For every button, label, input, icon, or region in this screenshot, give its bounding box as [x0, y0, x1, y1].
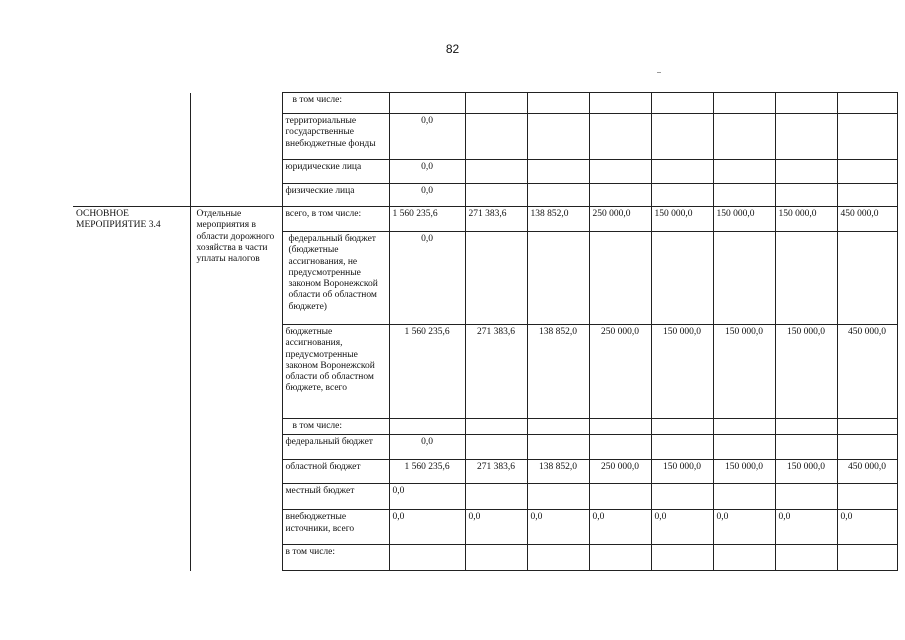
value-cell: 138 852,0: [527, 207, 589, 232]
value-cell: [713, 545, 775, 571]
value-cell: 250 000,0: [589, 460, 651, 484]
event-code-cell: ОСНОВНОЕ МЕРОПРИЯТИЕ 3.4: [73, 207, 190, 571]
value-cell: [651, 484, 713, 510]
value-cell: [465, 184, 527, 207]
value-cell: [389, 545, 465, 571]
value-cell: [527, 160, 589, 184]
row-label: в том числе:: [282, 545, 389, 571]
value-cell: 138 852,0: [527, 325, 589, 419]
row-label: территориальные государственные внебюджетные фонды: [282, 114, 389, 160]
value-cell: [837, 419, 897, 435]
value-cell: 150 000,0: [713, 207, 775, 232]
value-cell: [589, 160, 651, 184]
event-name-cell: Отдельные мероприятия в области дорожного хозяйства в части уплаты налогов: [190, 207, 282, 571]
value-cell: [651, 435, 713, 460]
value-cell: 271 383,6: [465, 325, 527, 419]
value-cell: [837, 545, 897, 571]
value-cell: 0,0: [651, 510, 713, 545]
value-cell: 150 000,0: [713, 325, 775, 419]
value-cell: [713, 114, 775, 160]
prev-event-name-cell: [190, 93, 282, 207]
value-cell: [713, 232, 775, 325]
value-cell: [589, 184, 651, 207]
value-cell: [465, 114, 527, 160]
row-label: областной бюджет: [282, 460, 389, 484]
value-cell: [775, 545, 837, 571]
value-cell: [465, 160, 527, 184]
value-cell: [527, 93, 589, 114]
value-cell: [651, 114, 713, 160]
value-cell: [775, 419, 837, 435]
value-cell: 0,0: [389, 435, 465, 460]
row-label: физические лица: [282, 184, 389, 207]
value-cell: [465, 484, 527, 510]
value-cell: 1 560 235,6: [389, 207, 465, 232]
value-cell: [837, 484, 897, 510]
value-cell: 138 852,0: [527, 460, 589, 484]
value-cell: 0,0: [775, 510, 837, 545]
value-cell: 450 000,0: [837, 207, 897, 232]
value-cell: 271 383,6: [465, 207, 527, 232]
value-cell: 450 000,0: [837, 325, 897, 419]
row-label: в том числе:: [282, 419, 389, 435]
value-cell: [651, 160, 713, 184]
page-number: 82: [445, 42, 460, 56]
value-cell: [837, 184, 897, 207]
value-cell: 0,0: [527, 510, 589, 545]
value-cell: [589, 435, 651, 460]
table-row: [73, 93, 897, 114]
value-cell: [527, 419, 589, 435]
value-cell: 150 000,0: [651, 207, 713, 232]
row-label: федеральный бюджет: [282, 435, 389, 460]
value-cell: [651, 93, 713, 114]
value-cell: [713, 484, 775, 510]
value-cell: [589, 232, 651, 325]
value-cell: [589, 545, 651, 571]
value-cell: 1 560 235,6: [389, 325, 465, 419]
row-label: местный бюджет: [282, 484, 389, 510]
value-cell: [775, 184, 837, 207]
row-label: федеральный бюджет (бюджетные ассигнования, не предусмотренные законом Воронежской области об областном бюджете): [282, 232, 389, 325]
value-cell: [837, 435, 897, 460]
value-cell: [651, 545, 713, 571]
value-cell: 0,0: [389, 484, 465, 510]
value-cell: [775, 484, 837, 510]
value-cell: [527, 184, 589, 207]
value-cell: [651, 184, 713, 207]
value-cell: [775, 160, 837, 184]
value-cell: [465, 419, 527, 435]
value-cell: [651, 419, 713, 435]
value-cell: 0,0: [589, 510, 651, 545]
value-cell: [837, 93, 897, 114]
value-cell: [713, 435, 775, 460]
value-cell: 0,0: [389, 510, 465, 545]
value-cell: [775, 232, 837, 325]
value-cell: [837, 114, 897, 160]
value-cell: [589, 93, 651, 114]
value-cell: 250 000,0: [589, 207, 651, 232]
value-cell: [713, 184, 775, 207]
value-cell: [775, 114, 837, 160]
value-cell: [837, 232, 897, 325]
row-label: бюджетные ассигнования, предусмотренные законом Воронежской области об областном бюджете, всего: [282, 325, 389, 419]
row-label: в том числе:: [282, 93, 389, 114]
table-row: [73, 207, 897, 232]
value-cell: 0,0: [837, 510, 897, 545]
value-cell: 150 000,0: [775, 207, 837, 232]
value-cell: [389, 419, 465, 435]
value-cell: [713, 160, 775, 184]
value-cell: 1 560 235,6: [389, 460, 465, 484]
value-cell: [651, 232, 713, 325]
row-label: всего, в том числе:: [282, 207, 389, 232]
value-cell: [589, 114, 651, 160]
value-cell: 0,0: [389, 232, 465, 325]
value-cell: 271 383,6: [465, 460, 527, 484]
value-cell: [713, 419, 775, 435]
value-cell: [775, 435, 837, 460]
value-cell: [527, 484, 589, 510]
value-cell: [527, 435, 589, 460]
value-cell: 150 000,0: [775, 460, 837, 484]
value-cell: [465, 435, 527, 460]
row-label: юридические лица: [282, 160, 389, 184]
value-cell: [465, 93, 527, 114]
value-cell: [465, 232, 527, 325]
value-cell: 0,0: [713, 510, 775, 545]
scan-speck: [657, 72, 661, 73]
value-cell: 150 000,0: [651, 460, 713, 484]
value-cell: [589, 419, 651, 435]
value-cell: [527, 232, 589, 325]
value-cell: 150 000,0: [775, 325, 837, 419]
value-cell: [589, 484, 651, 510]
row-label: внебюджетные источники, всего: [282, 510, 389, 545]
value-cell: [527, 545, 589, 571]
value-cell: 0,0: [389, 184, 465, 207]
value-cell: 0,0: [389, 160, 465, 184]
value-cell: [465, 545, 527, 571]
value-cell: [713, 93, 775, 114]
value-cell: [775, 93, 837, 114]
value-cell: 250 000,0: [589, 325, 651, 419]
value-cell: [527, 114, 589, 160]
budget-table: [73, 92, 898, 571]
value-cell: [837, 160, 897, 184]
value-cell: 150 000,0: [651, 325, 713, 419]
prev-event-cell: [73, 93, 190, 207]
value-cell: 450 000,0: [837, 460, 897, 484]
value-cell: 150 000,0: [713, 460, 775, 484]
value-cell: [389, 93, 465, 114]
value-cell: 0,0: [465, 510, 527, 545]
value-cell: 0,0: [389, 114, 465, 160]
